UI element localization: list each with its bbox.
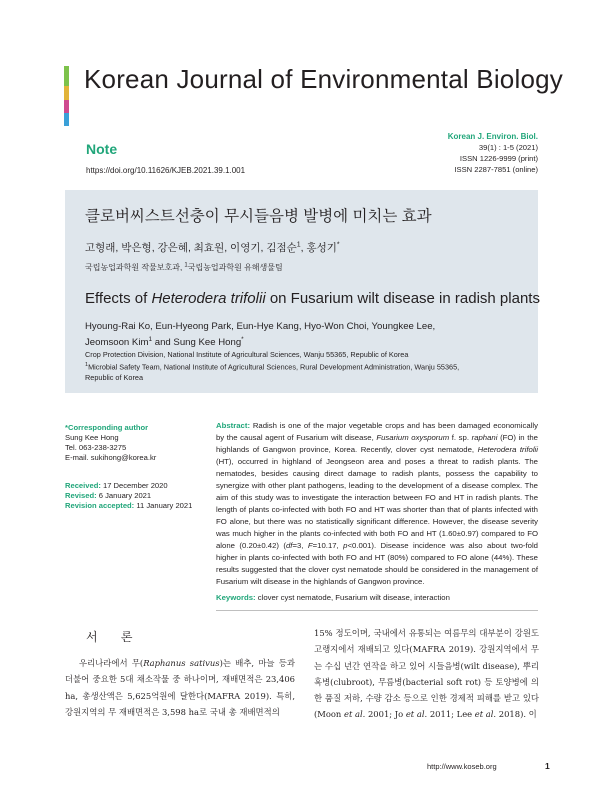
author-kim-sup: 1 — [148, 336, 153, 343]
abstract-species-ht: Heterodera trifolii — [477, 445, 538, 454]
keywords — [216, 593, 450, 602]
stat-p-val: <0.001). Disease incidence was also about two-fold higher in plants co-infected with both FO and HT (80%) compared to FO alone (44%). These results suggested that the clover cyst nematode should be considered in the management of Fusarium wilt disease in the highlands of Gangwon province. — [216, 541, 538, 586]
author-kim: Jeomsoon Kim — [85, 337, 149, 349]
doi-link[interactable]: https://doi.org/10.11626/KJEB.2021.39.1.001 — [86, 166, 246, 175]
body-column-2 — [314, 625, 539, 723]
article-type: Note — [86, 141, 118, 157]
korean-authors-last: , 홍성기 — [300, 242, 337, 254]
section-heading: 서 론 — [86, 630, 143, 644]
korean-affiliation — [85, 262, 283, 273]
side-info — [65, 423, 195, 511]
accepted-date — [65, 501, 195, 511]
korean-affil-a: 국립농업과학원 작물보호과, — [85, 263, 185, 272]
abstract-raphani: raphani — [471, 433, 498, 442]
journal-title: Korean Journal of Environmental Biology — [84, 64, 563, 94]
author-hong: and Sung Kee Hong — [152, 337, 242, 349]
english-affil-2 — [85, 360, 525, 372]
abstract-p1: Radish is one of the major vegetable crops and has been damaged economically by the causal agent of Fusarium wilt disease, — [216, 421, 538, 442]
english-authors — [85, 320, 505, 349]
english-affil-1: Crop Protection Division, National Institute of Agricultural Sciences, Wanju 55365, Republic of Korea — [85, 350, 409, 359]
body-column-1 — [65, 655, 295, 720]
abstract-p3: (HT), occurred in highland of Jeongseon area and poses a threat to radish plants. The nematodes, besides causing direct damage to radish plants, possess the capability to synergize with other plant pathogens, leading to the development of a disease complex. The aim of this study was to investigate the interaction between FO and HT in radish plants. The length of plants co-infected with both FO and HT was shorter than that of plants infected with FO alone, but there was no statistically significant difference. However, the disease severity was much higher in the plants co-infected with both FO and HT (1.60±0.97) compared to FO alone (0.20±0.42) ( — [216, 457, 538, 550]
english-affil-2b: Republic of Korea — [85, 373, 144, 383]
col1-species: Raphanus sativus — [143, 658, 220, 668]
abstract-p2: (FO) in the highlands of Gangwon province, Korea. Recently, clover cyst nematode, — [216, 433, 538, 454]
col2-c: 2011; Lee — [427, 709, 475, 720]
corresponding-name: Sung Kee Hong — [65, 433, 119, 442]
abstract-label: Abstract: — [216, 421, 251, 430]
stat-f-val: =10.17, — [312, 541, 344, 550]
page-number: 1 — [545, 761, 550, 771]
keywords-label: Keywords: — [216, 593, 256, 602]
col2-d: 2018). 이 — [496, 709, 537, 720]
korean-authors-star: * — [336, 241, 340, 249]
korean-affil-b: 국립농업과학원 유해생물팀 — [187, 263, 283, 272]
issn-online: ISSN 2287-7851 (online) — [454, 165, 538, 174]
english-title-post: on Fusarium wilt disease in radish plants — [265, 290, 540, 307]
english-authors-line2 — [85, 333, 505, 349]
corresponding-tel: Tel. 063-238-3275 — [65, 443, 127, 452]
english-authors-line1: Hyoung-Rai Ko, Eun-Hyeong Park, Eun-Hye Kang, Hyo-Won Choi, Youngkee Lee, — [85, 321, 436, 332]
abstract — [216, 420, 538, 588]
col1-a: 우리나라에서 무( — [79, 658, 144, 668]
english-title-pre: Effects of — [85, 290, 152, 307]
col2-b: 2001; Jo — [365, 709, 406, 720]
korean-authors — [85, 240, 340, 255]
english-affil-2-text: Microbial Safety Team, National Institute of Agricultural Sciences, Rural Development Administration, Wanju 55365, — [88, 362, 460, 372]
col2-etal-3: et al. — [474, 709, 497, 720]
korean-affil-sup: 1 — [184, 262, 188, 269]
abstract-species-fo: Fusarium oxysporum — [376, 433, 450, 442]
issn-print: ISSN 1226-9999 (print) — [459, 154, 538, 163]
english-title — [85, 290, 540, 307]
col2-etal-1: et al. — [343, 709, 366, 720]
english-affil-2-sup: 1 — [85, 362, 89, 368]
color-bar-green — [64, 66, 69, 86]
stat-df-val: =3, — [292, 541, 308, 550]
journal-abbrev: Korean J. Environ. Biol. — [447, 132, 538, 141]
english-affiliations — [85, 349, 525, 383]
stat-df: df — [286, 541, 293, 550]
revised-label: Revised: — [65, 491, 97, 500]
journal-meta — [448, 131, 538, 175]
corresponding-email[interactable]: E-mail. sukihong@korea.kr — [65, 453, 157, 462]
received-date — [65, 481, 195, 491]
keywords-text: clover cyst nematode, Fusarium wilt disease, interaction — [255, 593, 450, 602]
stat-p: p — [343, 541, 348, 550]
corresponding-heading: *Corresponding author — [65, 423, 149, 432]
korean-authors-text: 고형래, 박은형, 강은혜, 최효원, 이영기, 김점순 — [85, 242, 297, 254]
col2-etal-2: et al. — [405, 709, 428, 720]
accepted-value: 11 January 2021 — [134, 501, 193, 510]
accepted-label: Revision accepted: — [65, 501, 135, 510]
footer-url[interactable]: http://www.koseb.org — [427, 762, 497, 771]
korean-title: 클로버씨스트선충이 무시들음병 발병에 미치는 효과 — [85, 208, 432, 225]
stat-f: F — [307, 541, 313, 550]
volume-pages: 39(1) : 1-5 (2021) — [478, 143, 538, 152]
author-hong-star: * — [241, 336, 244, 343]
korean-authors-sup: 1 — [296, 241, 301, 249]
color-bar-magenta — [64, 100, 69, 113]
revised-date — [65, 491, 195, 501]
keywords-divider — [216, 610, 538, 611]
color-bar-blue — [64, 113, 69, 126]
color-bar-yellow — [64, 86, 69, 100]
col1-b: )는 배추, 마늘 등과 더불어 중요한 5대 채소작물 중 하나이며, 재배면적은 23,406 ha, 총생산액은 5,625억원에 달한다(MAFRA 2019). 특히, 강원지역의 무 재배면적은 3,598 ha로 국내 총 재배면적의 — [65, 658, 295, 717]
english-title-species: Heterodera trifolii — [151, 290, 266, 307]
abstract-p1b: f. sp. — [449, 433, 472, 442]
revised-value: 6 January 2021 — [96, 491, 152, 500]
received-value: 17 December 2020 — [100, 481, 168, 490]
received-label: Received: — [65, 481, 101, 490]
col2-a: 15% 정도이며, 국내에서 유통되는 여름무의 대부분이 강원도 고랭지에서 재배되고 있다(MAFRA 2019). 강원지역에서 무는 수십 년간 연작을 하고 있어 시들음병(wilt disease), 뿌리혹병(clubroot), 무름병(bacterial soft rot) 등 토양병에 의한 품질 저하, 수량 감소 등으로 인한 경제적 피해를 받고 있다(Moon — [314, 628, 539, 720]
